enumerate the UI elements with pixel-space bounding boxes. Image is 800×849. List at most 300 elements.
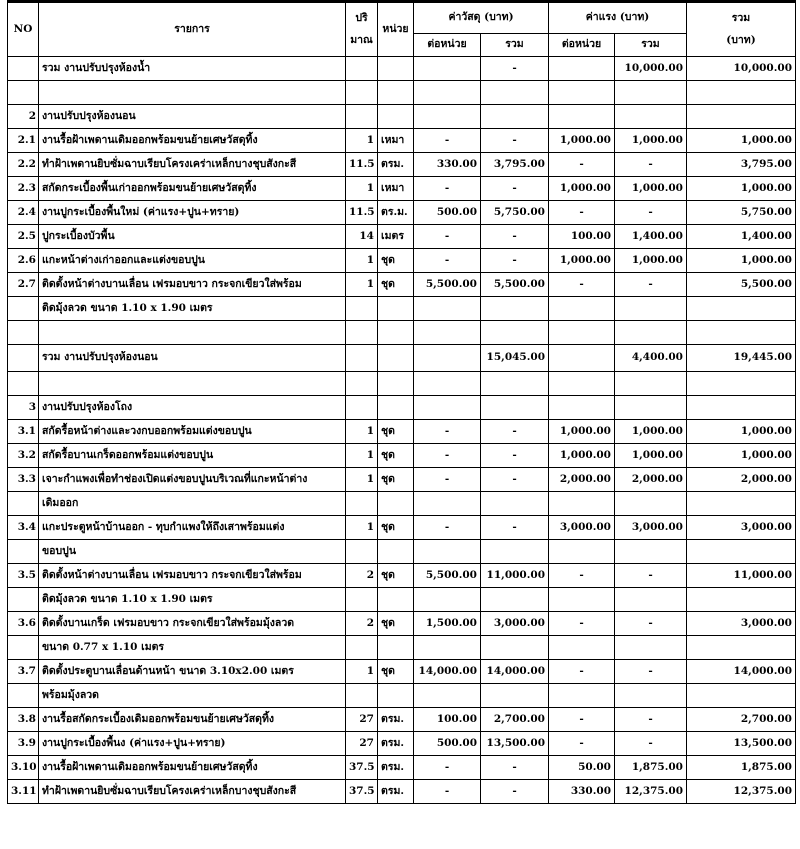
- row-material-per-unit: 14,000.00: [414, 660, 481, 684]
- row-labor-total: -: [615, 660, 687, 684]
- row-quantity: 1: [346, 249, 378, 273]
- row-labor-per-unit: 100.00: [549, 225, 615, 249]
- row-material-per-unit: 5,500.00: [414, 564, 481, 588]
- table-row: [8, 129, 796, 153]
- row-material-total: [481, 492, 549, 516]
- header-no: NO: [8, 2, 39, 57]
- row-unit: [378, 345, 414, 372]
- row-quantity: 27: [346, 732, 378, 756]
- row-material-per-unit: [414, 345, 481, 372]
- row-quantity: [346, 540, 378, 564]
- row-unit: [378, 396, 414, 420]
- row-description: ขนาด 0.77 x 1.10 เมตร: [39, 636, 346, 660]
- row-grand-total: [687, 372, 796, 396]
- row-material-per-unit: -: [414, 444, 481, 468]
- row-labor-per-unit: [549, 684, 615, 708]
- row-number: 2.3: [8, 177, 39, 201]
- row-labor-per-unit: [549, 345, 615, 372]
- row-material-total: -: [481, 129, 549, 153]
- row-quantity: [346, 345, 378, 372]
- row-labor-per-unit: 1,000.00: [549, 444, 615, 468]
- row-material-total: -: [481, 177, 549, 201]
- row-material-per-unit: -: [414, 129, 481, 153]
- row-labor-total: 3,000.00: [615, 516, 687, 540]
- row-number: 2.2: [8, 153, 39, 177]
- row-labor-total: [615, 684, 687, 708]
- row-description: งานรื้อฝ้าเพดานเดิมออกพร้อมขนย้ายเศษวัสดุทิ้ง: [39, 129, 346, 153]
- row-labor-total: [615, 321, 687, 345]
- row-grand-total: 1,000.00: [687, 129, 796, 153]
- row-grand-total: 2,000.00: [687, 468, 796, 492]
- row-labor-total: 4,400.00: [615, 345, 687, 372]
- row-unit: ชุด: [378, 516, 414, 540]
- row-number: 3.2: [8, 444, 39, 468]
- row-material-per-unit: -: [414, 756, 481, 780]
- header-labor: ค่าแรง (บาท): [549, 2, 687, 34]
- row-material-total: -: [481, 225, 549, 249]
- row-description: ติดตั้งหน้าต่างบานเลื่อน เฟรมอบขาว กระจกเขียวใส่พร้อม: [39, 273, 346, 297]
- row-labor-total: [615, 81, 687, 105]
- row-labor-per-unit: 2,000.00: [549, 468, 615, 492]
- row-material-total: 13,500.00: [481, 732, 549, 756]
- row-quantity: [346, 81, 378, 105]
- row-material-per-unit: [414, 396, 481, 420]
- row-material-per-unit: -: [414, 780, 481, 804]
- row-number: [8, 321, 39, 345]
- row-material-total: [481, 372, 549, 396]
- row-unit: ชุด: [378, 273, 414, 297]
- row-quantity: 14: [346, 225, 378, 249]
- row-number: 2.7: [8, 273, 39, 297]
- row-number: [8, 588, 39, 612]
- row-labor-per-unit: [549, 57, 615, 81]
- row-labor-total: -: [615, 273, 687, 297]
- row-labor-total: -: [615, 153, 687, 177]
- row-quantity: [346, 492, 378, 516]
- row-labor-total: [615, 105, 687, 129]
- row-material-per-unit: [414, 321, 481, 345]
- row-material-total: -: [481, 780, 549, 804]
- row-description: แกะหน้าต่างเก่าออกและแต่งขอบปูน: [39, 249, 346, 273]
- row-unit: ชุด: [378, 660, 414, 684]
- row-material-per-unit: [414, 588, 481, 612]
- row-labor-per-unit: [549, 81, 615, 105]
- row-labor-total: [615, 396, 687, 420]
- row-labor-per-unit: -: [549, 708, 615, 732]
- row-grand-total: [687, 588, 796, 612]
- row-material-total: -: [481, 468, 549, 492]
- row-labor-per-unit: -: [549, 273, 615, 297]
- row-quantity: 2: [346, 612, 378, 636]
- row-grand-total: 1,000.00: [687, 177, 796, 201]
- row-description: ทำฝ้าเพดานยิบซั่มฉาบเรียบโครงเคร่าเหล็กบางชุบสังกะสี: [39, 780, 346, 804]
- row-unit: [378, 105, 414, 129]
- table-row: [8, 612, 796, 636]
- row-unit: ชุด: [378, 444, 414, 468]
- row-grand-total: [687, 396, 796, 420]
- row-description: ติดมุ้งลวด ขนาด 1.10 x 1.90 เมตร: [39, 588, 346, 612]
- row-quantity: [346, 396, 378, 420]
- header-labor-per-unit: ต่อหน่วย: [549, 34, 615, 57]
- row-quantity: 1: [346, 444, 378, 468]
- row-labor-per-unit: 1,000.00: [549, 420, 615, 444]
- row-quantity: [346, 588, 378, 612]
- row-material-total: -: [481, 444, 549, 468]
- table-row: [8, 105, 796, 129]
- row-number: 2.4: [8, 201, 39, 225]
- row-labor-total: 12,375.00: [615, 780, 687, 804]
- row-unit: ตรม.: [378, 756, 414, 780]
- row-labor-total: -: [615, 612, 687, 636]
- table-row: [8, 396, 796, 420]
- row-labor-total: -: [615, 564, 687, 588]
- row-grand-total: [687, 81, 796, 105]
- row-labor-per-unit: -: [549, 612, 615, 636]
- row-unit: [378, 297, 414, 321]
- row-labor-total: 2,000.00: [615, 468, 687, 492]
- table-row: [8, 177, 796, 201]
- row-grand-total: 3,000.00: [687, 516, 796, 540]
- row-quantity: [346, 684, 378, 708]
- table-row: [8, 636, 796, 660]
- row-number: 2: [8, 105, 39, 129]
- row-unit: [378, 57, 414, 81]
- row-material-per-unit: [414, 81, 481, 105]
- row-description: งานปูกระเบื้องพื้นใหม่ (ค่าแรง+ปูน+ทราย): [39, 201, 346, 225]
- row-labor-per-unit: -: [549, 660, 615, 684]
- row-grand-total: 14,000.00: [687, 660, 796, 684]
- table-body: [8, 57, 796, 804]
- row-labor-total: [615, 492, 687, 516]
- row-unit: เหมา: [378, 177, 414, 201]
- row-grand-total: 13,500.00: [687, 732, 796, 756]
- row-labor-per-unit: 3,000.00: [549, 516, 615, 540]
- row-unit: เมตร: [378, 225, 414, 249]
- row-labor-per-unit: -: [549, 201, 615, 225]
- row-labor-per-unit: 1,000.00: [549, 249, 615, 273]
- table-row: [8, 660, 796, 684]
- row-grand-total: 12,375.00: [687, 780, 796, 804]
- row-description: งานปูกระเบื้องพื้นง (ค่าแรง+ปูน+ทราย): [39, 732, 346, 756]
- row-material-per-unit: -: [414, 225, 481, 249]
- row-number: 3.9: [8, 732, 39, 756]
- row-unit: ตรม.: [378, 153, 414, 177]
- row-description: เจาะกำแพงเพื่อทำช่องเปิดแต่งขอบปูนบริเวณที่แกะหน้าต่าง: [39, 468, 346, 492]
- table-row: [8, 201, 796, 225]
- row-material-total: -: [481, 249, 549, 273]
- row-labor-total: 10,000.00: [615, 57, 687, 81]
- row-material-total: 11,000.00: [481, 564, 549, 588]
- row-unit: [378, 540, 414, 564]
- row-unit: [378, 372, 414, 396]
- table-row: [8, 57, 796, 81]
- row-unit: [378, 492, 414, 516]
- row-number: [8, 81, 39, 105]
- row-labor-total: 1,000.00: [615, 444, 687, 468]
- row-labor-total: [615, 297, 687, 321]
- row-number: 3.3: [8, 468, 39, 492]
- row-quantity: 11.5: [346, 201, 378, 225]
- row-number: 3.10: [8, 756, 39, 780]
- header-labor-sum: รวม: [615, 34, 687, 57]
- row-labor-per-unit: [549, 540, 615, 564]
- header-total-top: รวม: [731, 11, 751, 24]
- table-row: [8, 708, 796, 732]
- row-material-per-unit: 100.00: [414, 708, 481, 732]
- row-quantity: [346, 57, 378, 81]
- row-number: 3.7: [8, 660, 39, 684]
- row-number: 3.11: [8, 780, 39, 804]
- row-material-per-unit: [414, 684, 481, 708]
- row-labor-total: [615, 540, 687, 564]
- row-labor-per-unit: 1,000.00: [549, 177, 615, 201]
- row-number: 2.6: [8, 249, 39, 273]
- row-material-total: -: [481, 516, 549, 540]
- row-material-total: [481, 81, 549, 105]
- row-material-per-unit: [414, 105, 481, 129]
- row-material-total: 3,795.00: [481, 153, 549, 177]
- table-row: [8, 372, 796, 396]
- row-number: [8, 636, 39, 660]
- row-number: [8, 540, 39, 564]
- row-unit: ชุด: [378, 612, 414, 636]
- row-number: 2.5: [8, 225, 39, 249]
- row-labor-total: 1,000.00: [615, 129, 687, 153]
- table-row: [8, 684, 796, 708]
- row-material-total: -: [481, 756, 549, 780]
- row-number: 3.6: [8, 612, 39, 636]
- row-material-per-unit: 5,500.00: [414, 273, 481, 297]
- row-material-per-unit: [414, 540, 481, 564]
- row-material-per-unit: 330.00: [414, 153, 481, 177]
- row-description: รวม งานปรับปรุงห้องน้ำ: [39, 57, 346, 81]
- row-material-per-unit: -: [414, 420, 481, 444]
- row-grand-total: 1,000.00: [687, 420, 796, 444]
- row-labor-per-unit: [549, 636, 615, 660]
- row-labor-per-unit: 330.00: [549, 780, 615, 804]
- row-number: [8, 345, 39, 372]
- row-unit: ชุด: [378, 564, 414, 588]
- row-labor-per-unit: 1,000.00: [549, 129, 615, 153]
- row-description: เดิมออก: [39, 492, 346, 516]
- row-labor-per-unit: [549, 588, 615, 612]
- row-number: 2.1: [8, 129, 39, 153]
- row-grand-total: 5,750.00: [687, 201, 796, 225]
- row-quantity: 1: [346, 129, 378, 153]
- row-material-per-unit: -: [414, 249, 481, 273]
- table-row: [8, 516, 796, 540]
- row-grand-total: 1,000.00: [687, 444, 796, 468]
- row-grand-total: [687, 321, 796, 345]
- table-row: [8, 321, 796, 345]
- row-quantity: [346, 321, 378, 345]
- row-number: 3: [8, 396, 39, 420]
- header-material-per-unit: ต่อหน่วย: [414, 34, 481, 57]
- row-description: [39, 321, 346, 345]
- row-quantity: 1: [346, 660, 378, 684]
- row-labor-per-unit: [549, 372, 615, 396]
- row-quantity: [346, 372, 378, 396]
- row-labor-per-unit: -: [549, 564, 615, 588]
- row-labor-per-unit: 50.00: [549, 756, 615, 780]
- row-labor-total: [615, 372, 687, 396]
- row-grand-total: 10,000.00: [687, 57, 796, 81]
- table-header: [8, 2, 796, 57]
- row-material-total: 5,750.00: [481, 201, 549, 225]
- row-quantity: 1: [346, 468, 378, 492]
- table-row: [8, 540, 796, 564]
- row-description: ทำฝ้าเพดานยิบซั่มฉาบเรียบโครงเคร่าเหล็กบางชุบสังกะสี: [39, 153, 346, 177]
- header-quantity: [346, 2, 378, 57]
- row-description: งานรื้อสกัดกระเบื้องเดิมออกพร้อมขนย้ายเศษวัสดุทิ้ง: [39, 708, 346, 732]
- header-total-bottom: (บาท): [726, 33, 756, 46]
- row-labor-total: [615, 588, 687, 612]
- header-quantity-bottom: มาณ: [350, 33, 373, 46]
- row-description: ติดตั้งบานเกร็ด เฟรมอบขาว กระจกเขียวใส่พร้อมมุ้งลวด: [39, 612, 346, 636]
- row-quantity: [346, 105, 378, 129]
- row-material-per-unit: -: [414, 516, 481, 540]
- table-row: [8, 492, 796, 516]
- row-quantity: 11.5: [346, 153, 378, 177]
- table-row: [8, 153, 796, 177]
- row-material-total: [481, 684, 549, 708]
- row-quantity: 1: [346, 516, 378, 540]
- row-grand-total: 3,795.00: [687, 153, 796, 177]
- table-row: [8, 297, 796, 321]
- row-labor-per-unit: [549, 492, 615, 516]
- header-description: รายการ: [39, 2, 346, 57]
- table-row: [8, 756, 796, 780]
- row-unit: [378, 81, 414, 105]
- row-description: สกัดรื้อหน้าต่างและวงกบออกพร้อมแต่งขอบปูน: [39, 420, 346, 444]
- row-description: ติดมุ้งลวด ขนาด 1.10 x 1.90 เมตร: [39, 297, 346, 321]
- row-number: 3.5: [8, 564, 39, 588]
- row-material-per-unit: [414, 297, 481, 321]
- row-description: [39, 81, 346, 105]
- row-number: 3.4: [8, 516, 39, 540]
- row-labor-total: 1,400.00: [615, 225, 687, 249]
- row-grand-total: 1,000.00: [687, 249, 796, 273]
- row-labor-total: [615, 636, 687, 660]
- table-row: [8, 81, 796, 105]
- row-quantity: 1: [346, 420, 378, 444]
- row-labor-per-unit: [549, 321, 615, 345]
- header-total: [687, 2, 796, 57]
- row-description: งานรื้อฝ้าเพดานเดิมออกพร้อมขนย้ายเศษวัสดุทิ้ง: [39, 756, 346, 780]
- row-unit: [378, 321, 414, 345]
- row-number: [8, 492, 39, 516]
- row-quantity: 27: [346, 708, 378, 732]
- row-description: สกัดกระเบื้องพื้นเก่าออกพร้อมขนย้ายเศษวัสดุทิ้ง: [39, 177, 346, 201]
- row-unit: ชุด: [378, 249, 414, 273]
- row-grand-total: [687, 105, 796, 129]
- row-labor-per-unit: -: [549, 732, 615, 756]
- row-unit: ตร.ม.: [378, 201, 414, 225]
- row-material-total: 5,500.00: [481, 273, 549, 297]
- row-description: พร้อมมุ้งลวด: [39, 684, 346, 708]
- row-quantity: 1: [346, 273, 378, 297]
- row-grand-total: 1,400.00: [687, 225, 796, 249]
- header-material: ค่าวัสดุ (บาท): [414, 2, 549, 34]
- row-number: [8, 372, 39, 396]
- header-material-sum: รวม: [481, 34, 549, 57]
- table-row: [8, 273, 796, 297]
- row-grand-total: [687, 540, 796, 564]
- row-material-total: [481, 636, 549, 660]
- row-material-total: [481, 540, 549, 564]
- row-description: รวม งานปรับปรุงห้องนอน: [39, 345, 346, 372]
- row-grand-total: [687, 636, 796, 660]
- row-material-total: 15,045.00: [481, 345, 549, 372]
- row-material-total: 14,000.00: [481, 660, 549, 684]
- row-labor-total: -: [615, 201, 687, 225]
- row-material-per-unit: [414, 57, 481, 81]
- row-grand-total: 5,500.00: [687, 273, 796, 297]
- row-labor-per-unit: -: [549, 153, 615, 177]
- row-labor-per-unit: [549, 396, 615, 420]
- row-material-total: 3,000.00: [481, 612, 549, 636]
- table-row: [8, 780, 796, 804]
- row-unit: ชุด: [378, 468, 414, 492]
- row-material-total: -: [481, 57, 549, 81]
- table-row: [8, 732, 796, 756]
- row-description: แกะประตูหน้าบ้านออก - ทุบกำแพงให้ถึงเสาพร้อมแต่ง: [39, 516, 346, 540]
- row-description: สกัดรื้อบานเกร็ดออกพร้อมแต่งขอบปูน: [39, 444, 346, 468]
- row-grand-total: 19,445.00: [687, 345, 796, 372]
- row-description: งานปรับปรุงห้องโถง: [39, 396, 346, 420]
- row-labor-total: 1,000.00: [615, 177, 687, 201]
- table-row: [8, 345, 796, 372]
- table-row: [8, 588, 796, 612]
- row-material-total: -: [481, 420, 549, 444]
- row-number: [8, 684, 39, 708]
- row-unit: ตรม.: [378, 732, 414, 756]
- row-material-per-unit: 1,500.00: [414, 612, 481, 636]
- row-labor-total: -: [615, 732, 687, 756]
- row-quantity: [346, 636, 378, 660]
- row-material-total: [481, 396, 549, 420]
- table-row: [8, 468, 796, 492]
- row-description: ปูกระเบื้องบัวพื้น: [39, 225, 346, 249]
- row-unit: ตรม.: [378, 708, 414, 732]
- table-row: [8, 225, 796, 249]
- row-number: [8, 297, 39, 321]
- row-labor-per-unit: [549, 105, 615, 129]
- row-labor-per-unit: [549, 297, 615, 321]
- row-material-per-unit: -: [414, 177, 481, 201]
- row-quantity: 1: [346, 177, 378, 201]
- row-material-total: [481, 105, 549, 129]
- row-labor-total: -: [615, 708, 687, 732]
- row-grand-total: 3,000.00: [687, 612, 796, 636]
- cost-estimate-table: [7, 0, 796, 804]
- row-description: ติดตั้งหน้าต่างบานเลื่อน เฟรมอบขาว กระจกเขียวใส่พร้อม: [39, 564, 346, 588]
- row-quantity: 37.5: [346, 780, 378, 804]
- estimate-sheet: [7, 0, 795, 804]
- row-material-per-unit: 500.00: [414, 201, 481, 225]
- table-row: [8, 249, 796, 273]
- row-number: 3.1: [8, 420, 39, 444]
- row-unit: เหมา: [378, 129, 414, 153]
- row-material-per-unit: [414, 372, 481, 396]
- table-row: [8, 564, 796, 588]
- table-row: [8, 444, 796, 468]
- row-grand-total: [687, 297, 796, 321]
- row-labor-total: 1,000.00: [615, 420, 687, 444]
- row-quantity: 2: [346, 564, 378, 588]
- row-grand-total: 11,000.00: [687, 564, 796, 588]
- row-grand-total: 2,700.00: [687, 708, 796, 732]
